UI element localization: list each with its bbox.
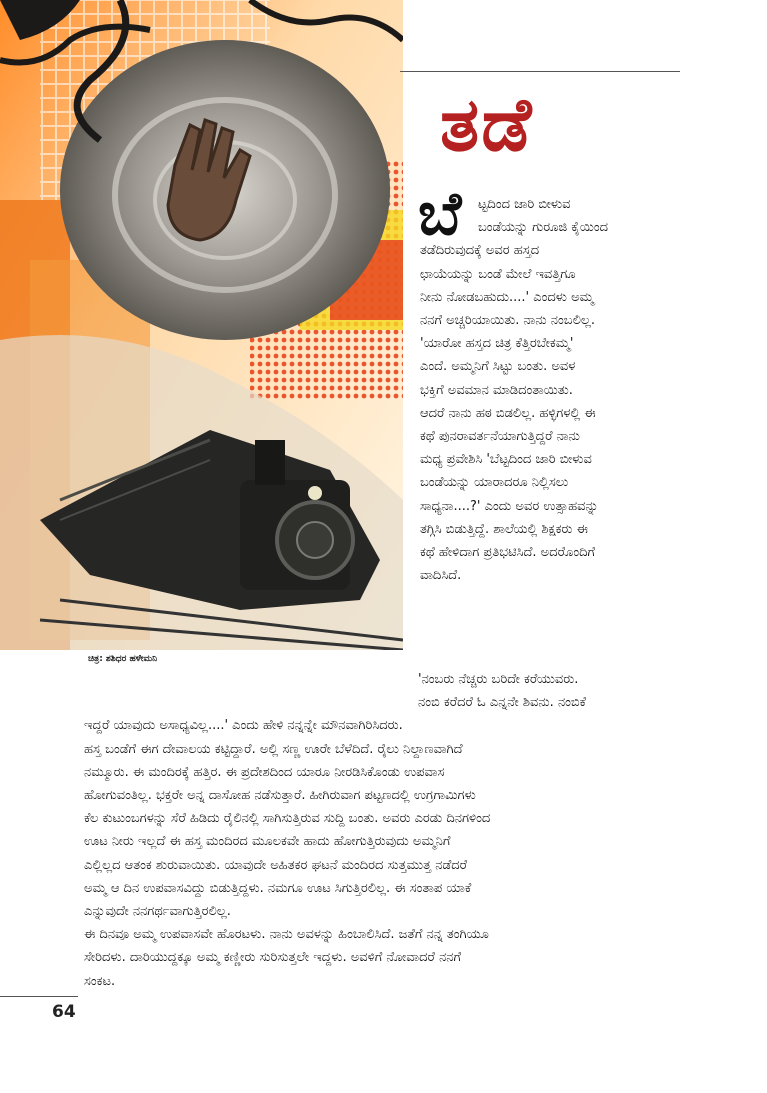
body-line: ಇದ್ದರೆ ಯಾವುದು ಅಸಾಧ್ಯವಿಲ್ಲ....' ಎಂದು ಹೇಳಿ ನನ್ನನ್ನೇ ಮೌನವಾಗಿರಿಸಿದರು. [84,718,403,734]
wide-column [84,668,684,993]
body-line: ಆದರೆ ನಾನು ಹಠ ಬಿಡಲಿಲ್ಲ. ಹಳ್ಳಿಗಳಲ್ಲಿ ಈ [420,405,596,421]
footer-rule [0,996,78,997]
body-line: ನೀನು ನೋಡಬಹುದು....' ಎಂದಳು ಅಮ್ಮ [420,289,594,305]
body-line: ಸಂಕಟ. [84,973,116,989]
body-line: ನಮ್ಮೂರು. ಈ ಮಂದಿರಕ್ಕೆ ಹತ್ತಿರ. ಈ ಪ್ರದೇಶದಿಂದ ಯಾರೂ ನೀರಡಿಸಿಕೊಂಡು ಉಪವಾಸ [84,764,445,780]
body-line: ಟ್ಟದಿಂದ ಜಾರಿ ಬೀಳುವ [478,197,571,212]
body-line: ಕಥೆ ಹೇಳಿದಾಗ ಪ್ರತಿಭಟಿಸಿದೆ. ಅದರೊಂದಿಗೆ [420,545,596,561]
body-line: ಈ ದಿನವೂ ಅಮ್ಮ ಉಪವಾಸವೇ ಹೊರಟಳು. ನಾನು ಅವಳನ್ನು ಹಿಂಬಾಲಿಸಿದೆ. ಜತೆಗೆ ನನ್ನ ತಂಗಿಯೂ [84,927,489,943]
body-line: ಹಸ್ತ ಬಂಡೆಗೆ ಈಗ ದೇವಾಲಯ ಕಟ್ಟಿದ್ದಾರೆ. ಅಲ್ಲಿ ಸಣ್ಣ ಊರೇ ಬೆಳೆದಿದೆ. ರೈಲು ನಿಲ್ದಾಣವಾಗಿದೆ [84,741,463,757]
body-line: ಊಟ ನೀರು ಇಲ್ಲದೆ ಈ ಹಸ್ತ ಮಂದಿರದ ಮೂಲಕವೇ ಹಾದು ಹೋಗುತ್ತಿರುವುದು ಅಮ್ಮನಿಗೆ [84,834,451,850]
body-line: 'ಯಾರೋ ಹಸ್ತದ ಚಿತ್ರ ಕೆತ್ತಿರಬೇಕಮ್ಮ' [420,336,574,352]
illustration-credit: ಚಿತ್ರ: ಶಶಿಧರ ಹಳೇಮನಿ [88,654,158,664]
body-line: ತಗ್ಗಿಸಿ ಬಿಡುತ್ತಿದ್ದೆ. ಶಾಲೆಯಲ್ಲಿ ಶಿಕ್ಷಕರು ಈ [420,521,588,537]
body-line: ಹೋಗುವಂತಿಲ್ಲ. ಭಕ್ತರೇ ಅನ್ನ ದಾಸೋಹ ನಡೆಸುತ್ತಾರೆ. ಹೀಗಿರುವಾಗ ಪಟ್ಟಣದಲ್ಲಿ ಉಗ್ರಗಾಮಿಗಳು [84,788,476,804]
story-title: ತಡೆ [440,82,534,168]
body-line: ಬಂಡೆಯನ್ನು ಯಾರಾದರೂ ನಿಲ್ಲಿಸಲು [420,475,569,491]
body-line: ಎಂದೆ. ಅಮ್ಮನಿಗೆ ಸಿಟ್ಟು ಬಂತು. ಅವಳ [420,359,576,375]
body-line: ನಂಬಿ ಕರೆದರೆ ಓ ಎನ್ನನೇ ಶಿವನು. ನಂಬಿಕೆ [418,695,587,711]
body-line: ಎಲ್ಲಿಲ್ಲದ ಆತಂಕ ಶುರುವಾಯಿತು. ಯಾವುದೇ ಅಹಿತಕರ ಘಟನೆ ಮಂದಿರದ ಸುತ್ತಮುತ್ತ ನಡೆದರೆ [84,857,468,873]
body-line: ಸಾಧ್ಯನಾ....?' ಎಂದು ಅವರ ಉತ್ಸಾಹವನ್ನು [420,498,599,514]
body-line: ಮಧ್ಯ ಪ್ರವೇಶಿಸಿ 'ಬೆಟ್ಟದಿಂದ ಜಾರಿ ಬೀಳುವ [420,452,592,468]
body-line: ತಡೆದಿರುವುದಕ್ಕೆ ಅವರ ಹಸ್ತದ [420,243,540,259]
body-line: ನನಗೆ ಅಚ್ಚರಿಯಾಯಿತು. ನಾನು ನಂಬಲಿಲ್ಲ. [420,313,595,329]
page-number: 64 [52,1002,76,1022]
body-line: ಬಂಡೆಯನ್ನು ಗುರೂಜಿ ಕೈಯಿಂದ [478,220,608,236]
title-rule [400,71,680,72]
story-illustration [0,0,403,650]
body-line: ಸೇರಿದಳು. ದಾರಿಯುದ್ದಕ್ಕೂ ಅಮ್ಮ ಕಣ್ಣೀರು ಸುರಿಸುತ್ತಲೇ ಇದ್ದಳು. ಅವಳಿಗೆ ನೋವಾದರೆ ನನಗೆ [84,950,462,966]
narrow-column [420,193,682,587]
drop-cap: ಬೆ [418,179,462,249]
body-line: ಎನ್ನುವುದೇ ನನಗರ್ಥವಾಗುತ್ತಿರಲಿಲ್ಲ. [84,904,231,920]
body-line: ಕಥೆ ಪುನರಾವರ್ತನೆಯಾಗುತ್ತಿದ್ದರೆ ನಾನು [420,429,580,445]
body-line: 'ನಂಬರು ನೆಚ್ಚರು ಬರಿದೇ ಕರೆಯುವರು. [418,672,579,687]
train-illustration [0,0,403,650]
body-line: ಭಕ್ತಿಗೆ ಅವಮಾನ ಮಾಡಿದಂತಾಯಿತು. [420,382,573,398]
body-line: ಅಮ್ಮ ಆ ದಿನ ಉಪವಾಸವಿದ್ದು ಬಿಡುತ್ತಿದ್ದಳು. ನಮಗೂ ಊಟ ಸಿಗುತ್ತಿರಲಿಲ್ಲ. ಈ ಸಂತಾಪ ಯಾಕೆ [84,880,472,896]
body-line: ಕೆಲ ಕುಟುಂಬಗಳನ್ನು ಸೆರೆ ಹಿಡಿದು ರೈಲಿನಲ್ಲಿ ಸಾಗಿಸುತ್ತಿರುವ ಸುದ್ದಿ ಬಂತು. ಅವರು ಎರಡು ದಿನಗಳಿಂದ [84,811,491,827]
body-line: ವಾದಿಸಿದೆ. [420,568,462,584]
body-line: ಛಾಯೆಯನ್ನು ಬಂಡೆ ಮೇಲೆ ಇವತ್ತಿಗೂ [420,266,576,282]
